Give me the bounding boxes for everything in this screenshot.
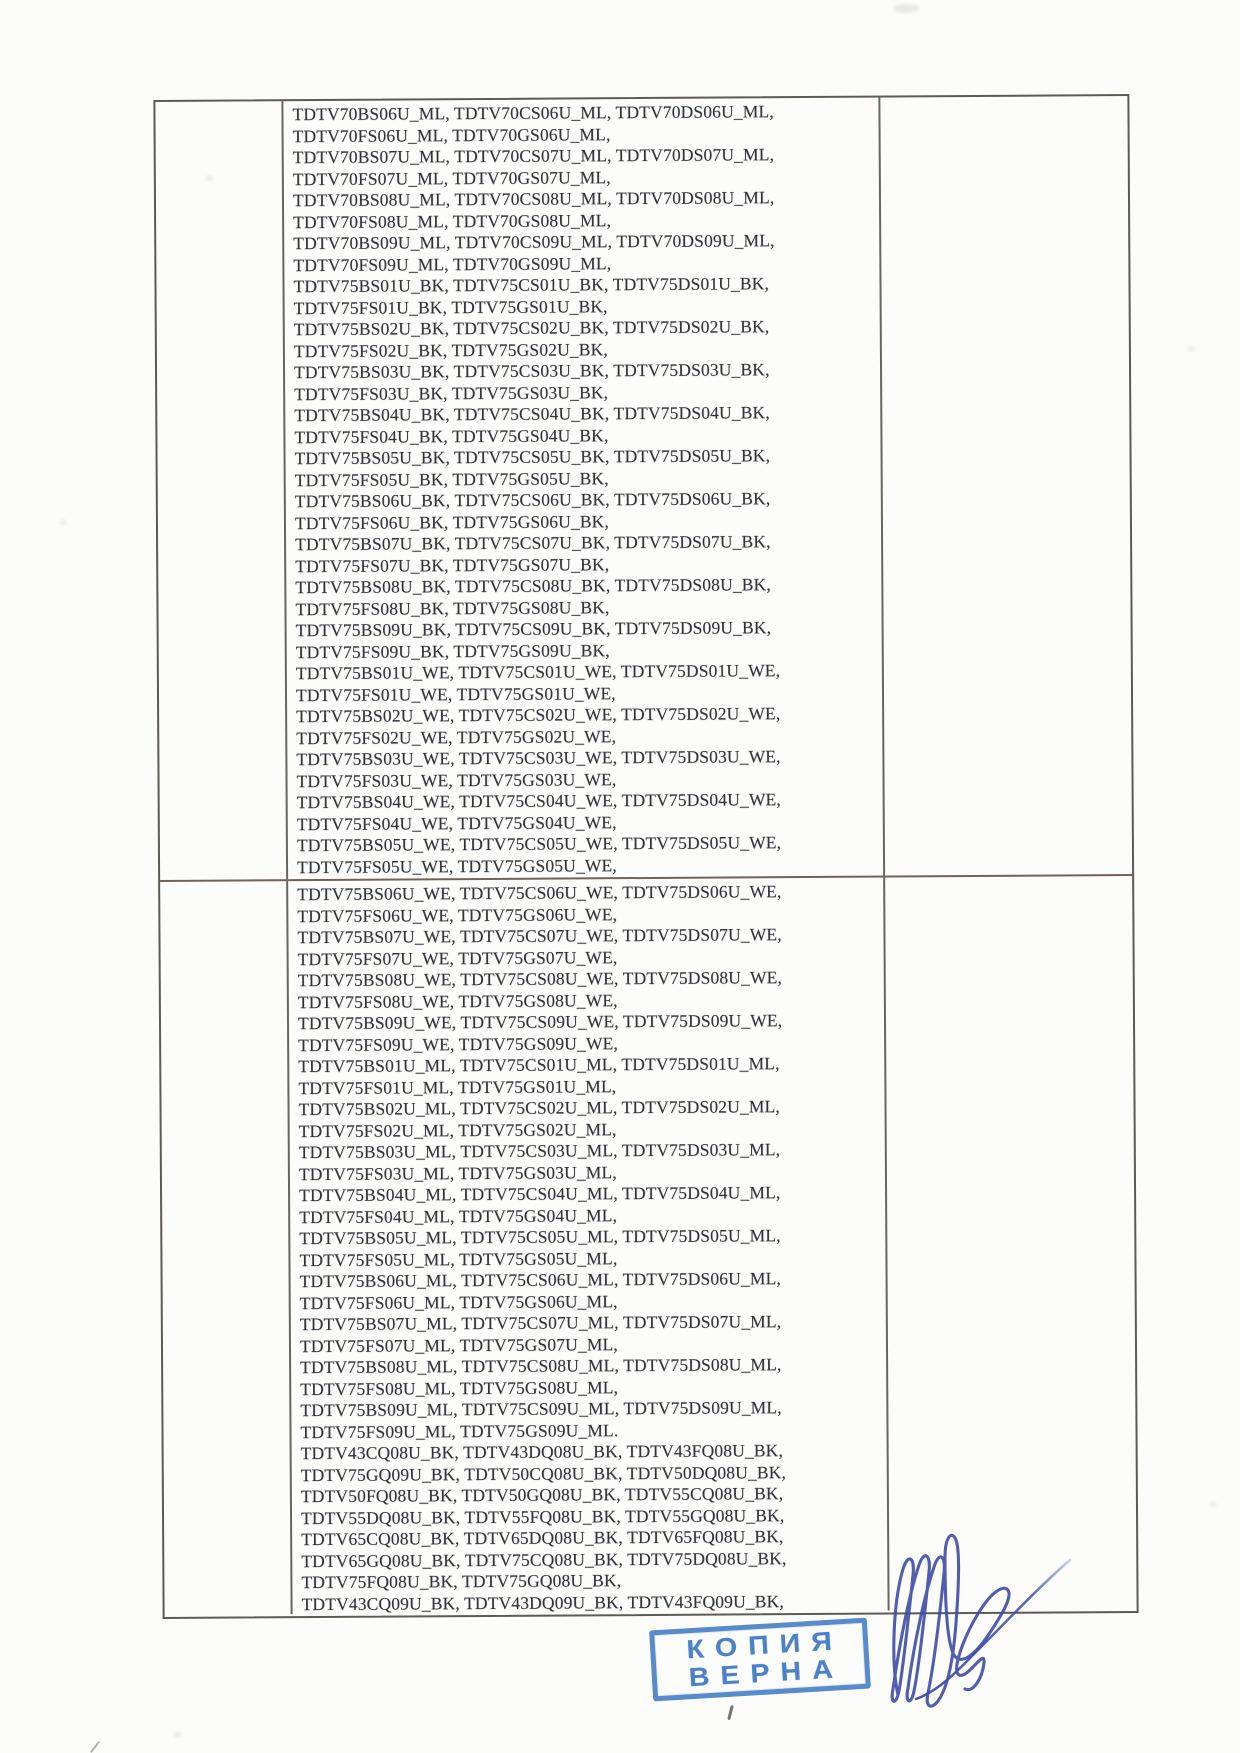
- table-cell-empty-right: [880, 96, 1132, 875]
- model-line: TDTV75BS04U_ML, TDTV75CS04U_ML, TDTV75DS04U_ML,: [299, 1182, 781, 1206]
- scan-speck: [206, 176, 213, 181]
- scan-speck: [1188, 346, 1194, 351]
- model-line: TDTV75BS02U_ML, TDTV75CS02U_ML, TDTV75DS02U_ML,: [298, 1096, 780, 1120]
- model-line: TDTV75BS03U_ML, TDTV75CS03U_ML, TDTV75DS03U_ML,: [298, 1139, 781, 1163]
- model-line: TDTV75FS07U_BK, TDTV75GS07U_BK,: [295, 553, 610, 576]
- model-line: TDTV75BS05U_BK, TDTV75CS05U_BK, TDTV75DS05U_BK,: [294, 445, 771, 469]
- model-line: TDTV75BS08U_WE, TDTV75CS08U_WE, TDTV75DS08U_WE,: [297, 967, 783, 991]
- model-line: TDTV75FS05U_ML, TDTV75GS05U_ML,: [299, 1247, 618, 1270]
- model-line: TDTV75FS04U_WE, TDTV75GS04U_WE,: [296, 811, 617, 834]
- model-line: TDTV75FS01U_WE, TDTV75GS01U_WE,: [295, 682, 616, 705]
- model-line: TDTV75FS01U_ML, TDTV75GS01U_ML,: [298, 1075, 617, 1098]
- model-line: TDTV75FS02U_BK, TDTV75GS02U_BK,: [293, 338, 608, 361]
- ink-mark: [727, 1705, 733, 1720]
- scan-speck: [893, 4, 919, 13]
- model-line: TDTV75FS05U_WE, TDTV75GS05U_WE,: [296, 854, 617, 877]
- model-line: TDTV75FS03U_ML, TDTV75GS03U_ML,: [298, 1161, 617, 1184]
- table-row: [155, 96, 1132, 882]
- model-line: TDTV75BS05U_ML, TDTV75CS05U_ML, TDTV75DS05U_ML,: [299, 1225, 781, 1249]
- scan-speck: [1210, 1502, 1216, 1507]
- model-line: TDTV75FS03U_BK, TDTV75GS03U_BK,: [294, 381, 609, 404]
- model-line: TDTV75FS06U_WE, TDTV75GS06U_WE,: [297, 903, 618, 926]
- model-line: TDTV75BS07U_BK, TDTV75CS07U_BK, TDTV75DS07U_BK,: [295, 531, 771, 555]
- model-line: TDTV75BS09U_BK, TDTV75CS09U_BK, TDTV75DS09U_BK,: [295, 617, 772, 641]
- model-line: TDTV65CQ08U_BK, TDTV65DQ08U_BK, TDTV65FQ08U_BK,: [301, 1526, 784, 1550]
- stamp-text-line1: КОПИЯ: [685, 1625, 844, 1665]
- model-line: TDTV75BS05U_WE, TDTV75CS05U_WE, TDTV75DS05U_WE,: [296, 832, 782, 856]
- model-line: TDTV75FS09U_BK, TDTV75GS09U_BK,: [295, 639, 610, 662]
- scan-speck: [60, 520, 66, 525]
- model-line: TDTV75FS03U_WE, TDTV75GS03U_WE,: [296, 768, 617, 791]
- signature-loops: [892, 1535, 1009, 1706]
- model-line: TDTV75BS04U_BK, TDTV75CS04U_BK, TDTV75DS04U_BK,: [294, 402, 770, 426]
- model-line: TDTV75BS09U_WE, TDTV75CS09U_WE, TDTV75DS09U_WE,: [297, 1010, 783, 1034]
- model-line: TDTV75BS01U_WE, TDTV75CS01U_WE, TDTV75DS01U_WE,: [295, 660, 781, 684]
- model-line: TDTV43CQ08U_BK, TDTV43DQ08U_BK, TDTV43FQ08U_BK,: [300, 1440, 784, 1464]
- model-line: TDTV75BS02U_BK, TDTV75CS02U_BK, TDTV75DS02U_BK,: [293, 316, 770, 340]
- model-line: TDTV75FS07U_ML, TDTV75GS07U_ML,: [299, 1333, 618, 1356]
- model-line: TDTV75FS02U_WE, TDTV75GS02U_WE,: [296, 725, 617, 748]
- model-line: TDTV75FS07U_WE, TDTV75GS07U_WE,: [297, 946, 618, 969]
- scan-speck: [173, 1732, 181, 1737]
- models-table: [153, 94, 1138, 1619]
- model-line: TDTV70FS06U_ML, TDTV70GS06U_ML,: [292, 123, 611, 146]
- model-line: TDTV75BS01U_ML, TDTV75CS01U_ML, TDTV75DS01U_ML,: [298, 1053, 780, 1077]
- model-line: TDTV75FS04U_ML, TDTV75GS04U_ML,: [299, 1204, 618, 1227]
- model-line: TDTV75FS08U_ML, TDTV75GS08U_ML,: [300, 1376, 619, 1399]
- copy-verna-stamp: [649, 1618, 871, 1702]
- model-line: TDTV75BS03U_BK, TDTV75CS03U_BK, TDTV75DS03U_BK,: [293, 359, 770, 383]
- table-cell-models: [283, 98, 885, 880]
- model-line: TDTV75FS01U_BK, TDTV75GS01U_BK,: [293, 295, 608, 318]
- model-line: TDTV75BS01U_BK, TDTV75CS01U_BK, TDTV75DS01U_BK,: [293, 273, 770, 297]
- model-line: TDTV75BS08U_ML, TDTV75CS08U_ML, TDTV75DS08U_ML,: [300, 1354, 782, 1378]
- model-line: TDTV75BS06U_ML, TDTV75CS06U_ML, TDTV75DS06U_ML,: [299, 1268, 781, 1292]
- model-line: TDTV75FS02U_ML, TDTV75GS02U_ML,: [298, 1118, 617, 1141]
- model-line: TDTV75FS09U_WE, TDTV75GS09U_WE,: [298, 1032, 618, 1055]
- model-line: TDTV75FS06U_BK, TDTV75GS06U_BK,: [294, 510, 610, 533]
- ink-mark: [90, 1741, 100, 1753]
- model-line: TDTV65GQ08U_BK, TDTV75CQ08U_BK, TDTV75DQ08U_BK,: [301, 1547, 787, 1571]
- model-line: TDTV70BS07U_ML, TDTV70CS07U_ML, TDTV70DS07U_ML,: [292, 144, 775, 168]
- model-line: TDTV50FQ08U_BK, TDTV50GQ08U_BK, TDTV55CQ08U_BK,: [300, 1483, 784, 1507]
- table-cell-empty-left: [160, 881, 292, 1615]
- model-line: TDTV75FS08U_BK, TDTV75GS08U_BK,: [295, 596, 610, 619]
- table-cell-empty-right: [885, 876, 1136, 1610]
- model-line: TDTV70BS09U_ML, TDTV70CS09U_ML, TDTV70DS09U_ML,: [293, 230, 775, 254]
- model-line: TDTV75GQ09U_BK, TDTV50CQ08U_BK, TDTV50DQ08U_BK,: [300, 1461, 787, 1485]
- model-line: TDTV75BS02U_WE, TDTV75CS02U_WE, TDTV75DS02U_WE,: [296, 703, 781, 727]
- model-line: TDTV75BS08U_BK, TDTV75CS08U_BK, TDTV75DS08U_BK,: [295, 574, 771, 598]
- model-line: TDTV43CQ09U_BK, TDTV43DQ09U_BK, TDTV43FQ09U_BK,: [301, 1590, 784, 1614]
- model-line: TDTV75BS03U_WE, TDTV75CS03U_WE, TDTV75DS03U_WE,: [296, 746, 781, 770]
- model-line: TDTV75BS09U_ML, TDTV75CS09U_ML, TDTV75DS09U_ML,: [300, 1397, 782, 1421]
- model-line: TDTV70FS07U_ML, TDTV70GS07U_ML,: [292, 166, 611, 189]
- model-line: TDTV75FS09U_ML, TDTV75GS09U_ML.: [300, 1419, 619, 1442]
- model-line: TDTV75BS06U_WE, TDTV75CS06U_WE, TDTV75DS06U_WE,: [297, 881, 782, 905]
- model-line: TDTV70BS08U_ML, TDTV70CS08U_ML, TDTV70DS08U_ML,: [292, 187, 775, 211]
- table-cell-empty-left: [155, 101, 288, 880]
- model-line: TDTV75BS07U_WE, TDTV75CS07U_WE, TDTV75DS07U_WE,: [297, 924, 782, 948]
- model-line: TDTV75FS08U_WE, TDTV75GS08U_WE,: [297, 989, 618, 1012]
- model-line: TDTV70BS06U_ML, TDTV70CS06U_ML, TDTV70DS06U_ML,: [292, 101, 774, 125]
- table-cell-models: [288, 878, 889, 1615]
- model-line: TDTV75FS05U_BK, TDTV75GS05U_BK,: [294, 467, 609, 490]
- model-line: TDTV75BS06U_BK, TDTV75CS06U_BK, TDTV75DS06U_BK,: [294, 488, 771, 512]
- ink-signature: [853, 1503, 1088, 1718]
- model-line: TDTV70FS09U_ML, TDTV70GS09U_ML,: [293, 252, 612, 275]
- model-line: TDTV75BS04U_WE, TDTV75CS04U_WE, TDTV75DS04U_WE,: [296, 789, 781, 813]
- model-line: TDTV75FQ08U_BK, TDTV75GQ08U_BK,: [301, 1570, 622, 1593]
- stamp-text-line2: ВЕРНА: [687, 1653, 845, 1693]
- model-line: TDTV55DQ08U_BK, TDTV55FQ08U_BK, TDTV55GQ08U_BK,: [300, 1504, 785, 1528]
- model-line: TDTV70FS08U_ML, TDTV70GS08U_ML,: [293, 209, 612, 232]
- model-line: TDTV75FS04U_BK, TDTV75GS04U_BK,: [294, 424, 609, 447]
- model-line: TDTV75FS06U_ML, TDTV75GS06U_ML,: [299, 1290, 618, 1313]
- model-line: TDTV75BS07U_ML, TDTV75CS07U_ML, TDTV75DS07U_ML,: [299, 1311, 782, 1335]
